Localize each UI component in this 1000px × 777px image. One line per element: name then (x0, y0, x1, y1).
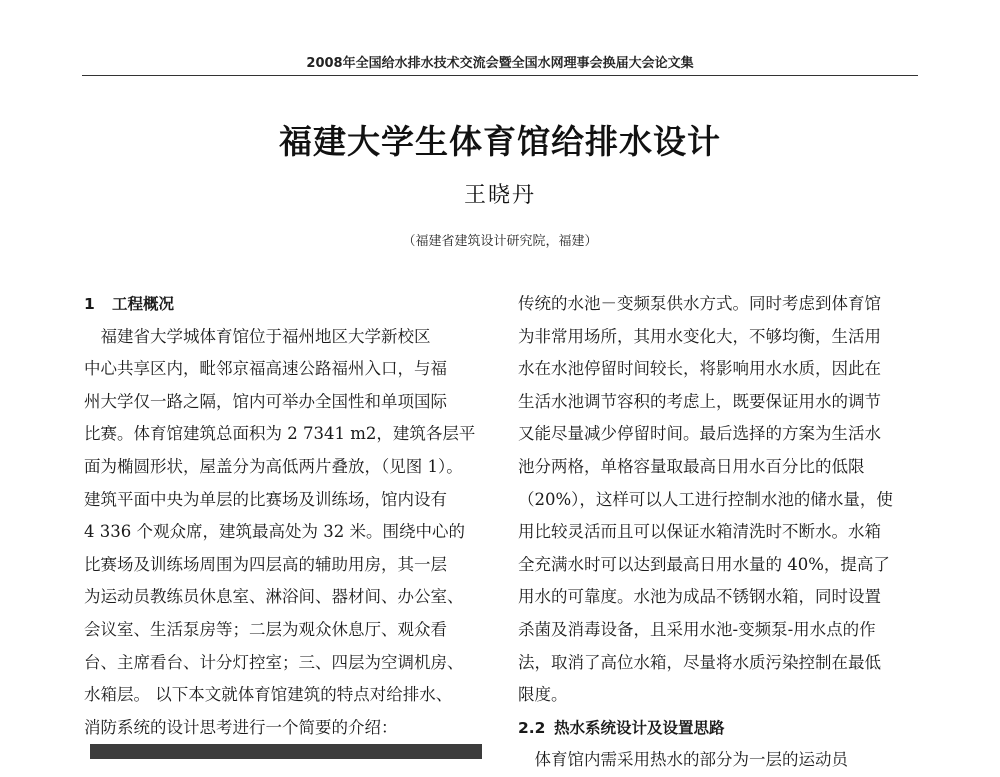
left-column (84, 288, 484, 744)
body-line: 建筑平面中央为单层的比赛场及训练场，馆内设有 (84, 489, 447, 509)
body-line: 用水的可靠度。水池为成品不锈钢水箱，同时设置 (518, 587, 881, 607)
body-line: 用比较灵活而且可以保证水箱清洗时不断水。水箱 (518, 522, 881, 542)
body-line: 台、主席看台、计分灯控室；三、四层为空调机房、 (84, 652, 464, 672)
body-line: 面为椭圆形状，屋盖分为高低两片叠放，（见图 1）。 (84, 456, 463, 476)
body-line: 全充满水时可以达到最高日用水量的 40%，提高了 (518, 554, 890, 574)
body-line: 法，取消了高位水箱，尽量将水质污染控制在最低 (518, 652, 881, 672)
body-line: 又能尽量减少停留时间。最后选择的方案为生活水 (518, 424, 881, 444)
section-heading-1 (84, 288, 484, 321)
body-line: 限度。 (518, 685, 568, 705)
section-number: 1 (84, 295, 95, 313)
running-head: 2008年全国给水排水技术交流会暨全国水网理事会换届大会论文集 (306, 56, 694, 71)
body-line: 体育馆内需采用热水的部分为一层的运动员 (518, 750, 848, 770)
body-line: 会议室、生活泵房等；二层为观众休息厅、观众看 (84, 619, 447, 639)
header-rule (82, 75, 918, 76)
author-name: 王晓丹 (463, 183, 536, 208)
figure-1-top-edge (90, 744, 482, 759)
body-line: 为运动员教练员休息室、淋浴间、器材间、办公室、 (84, 587, 464, 607)
body-line: 福建省大学城体育馆位于福州地区大学新校区 (84, 326, 431, 346)
body-line: 为非常用场所，其用水变化大，不够均衡，生活用 (518, 326, 881, 346)
body-line: 4 336 个观众席，建筑最高处为 32 米。围绕中心的 (84, 522, 465, 542)
paper-title: 福建大学生体育馆给排水设计 (279, 122, 721, 161)
section-title: 工程概况 (112, 295, 175, 313)
body-line: 比赛。体育馆建筑总面积为 2 7341 m2，建筑各层平 (84, 424, 476, 444)
body-line: 生活水池调节容积的考虑上，既要保证用水的调节 (518, 391, 881, 411)
body-line: 杀菌及消毒设备，且采用水池-变频泵-用水点的作 (518, 619, 876, 639)
body-line: 水箱层。 以下本文就体育馆建筑的特点对给排水、 (84, 685, 453, 705)
body-line: 州大学仅一路之隔，馆内可举办全国性和单项国际 (84, 391, 447, 411)
body-line: 水在水池停留时间较长，将影响用水水质，因此在 (518, 359, 881, 379)
section-number: 2.2 (518, 718, 546, 737)
right-column (518, 288, 918, 777)
body-line: 比赛场及训练场周围为四层高的辅助用房，其一层 (84, 554, 447, 574)
body-line: 中心共享区内，毗邻京福高速公路福州入口，与福 (84, 359, 447, 379)
section-title: 热水系统设计及设置思路 (554, 718, 725, 737)
section-heading-2-2 (518, 712, 918, 745)
body-line: 传统的水池－变频泵供水方式。同时考虑到体育馆 (518, 294, 881, 313)
author-affiliation: （福建省建筑设计研究院，福建） (402, 234, 598, 249)
body-line: （20%），这样可以人工进行控制水池的储水量，使 (518, 489, 893, 509)
body-line: 消防系统的设计思考进行一个简要的介绍： (84, 717, 398, 737)
body-line: 池分两格，单格容量取最高日用水百分比的低限 (518, 456, 865, 476)
